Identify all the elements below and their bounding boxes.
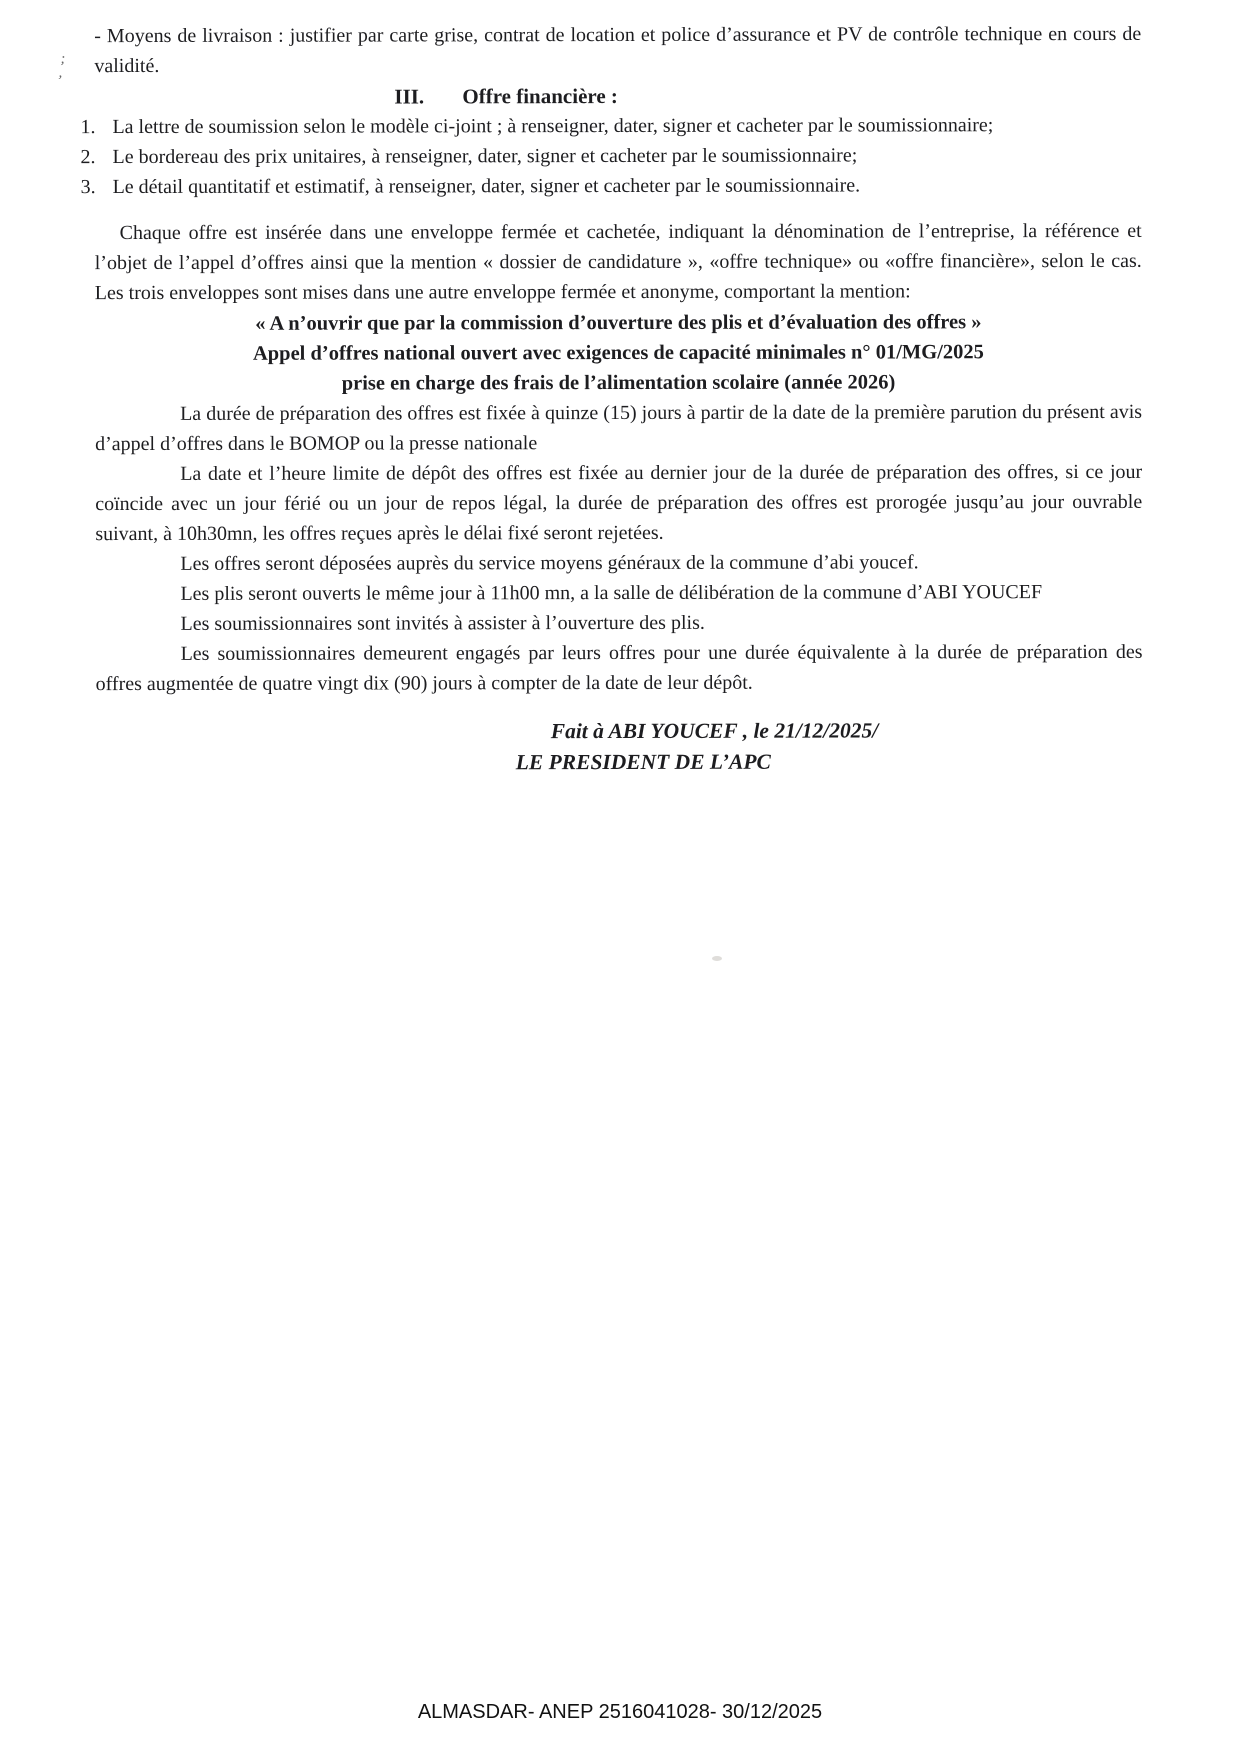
section-title: Offre financière : [462,84,618,109]
list-item-text: Le détail quantitatif et estimatif, à renseigner, dater, signer et cacheter par le soumissionnaire. [112,174,861,199]
list-item-text: La lettre de soumission selon le modèle ci-joint ; à renseigner, dater, signer et cacheter par le soumissionnaire; [112,114,994,139]
deposit-location-paragraph: Les offres seront déposées auprès du service moyens généraux de la commune d’abi youcef. [180,551,919,575]
validity-paragraph: Les soumissionnaires demeurent engagés par leurs offres pour une durée équivalente à la durée de préparation des offres augmentée de quatre vingt dix (90) jours à compter de la date de leur dépôt. [95,640,1143,696]
preparation-duration-paragraph: La durée de préparation des offres est fixée à quinze (15) jours à partir de la date de la première parution du présent avis d’appel d’offres dans le BOMOP ou la presse nationale [95,400,1143,456]
signature-title: LE PRESIDENT DE L’APC [515,749,771,775]
list-item-number: 1. [80,116,96,139]
deadline-paragraph: La date et l’heure limite de dépôt des offres est fixée au dernier jour de la durée de préparation des offres, si ce jour coïncide avec un jour férié ou un jour de repos légal, la durée de préparation des offres est prorogée jusqu’au jour ouvrable suivant, à 10h30mn, les offres reçues après le délai fixé seront rejetées. [95,460,1143,546]
tender-notice-document [0,0,1240,779]
mention-line: Appel d’offres national ouvert avec exigences de capacité minimales n° 01/MG/2025 [252,341,984,365]
list-item-number: 3. [80,176,96,199]
scan-artifact [712,956,722,961]
list-item-number: 2. [80,146,96,169]
list-item [80,140,1141,172]
list-item [80,110,1141,142]
envelope-instructions-paragraph: Chaque offre est insérée dans une enveloppe fermée et cachetée, indiquant la dénomination de l’entreprise, la référence et l’objet de l’appel d’offres ainsi que la mention « dossier de candidature », «offre technique» ou «offre financière», selon le cas. Les trois enveloppes sont mises dans une autre enveloppe fermée et anonyme, comportant la mention: [94,219,1142,305]
delivery-means-line: - Moyens de livraison : justifier par carte grise, contrat de location et police d’assurance et PV de contrôle technique en cours de validité. [94,22,1142,78]
invitation-paragraph: Les soumissionnaires sont invités à assister à l’ouverture des plis. [180,611,705,635]
mention-line: prise en charge des frais de l’alimentation scolaire (année 2026) [341,371,896,395]
scan-artifact: ; , [57,50,67,82]
signature-place-date: Fait à ABI YOUCEF , le 21/12/2025/ [550,718,879,744]
list-item [81,170,1142,202]
signature-block [516,715,879,778]
list-item-text: Le bordereau des prix unitaires, à renseigner, dater, signer et cacheter par le soumissionnaire; [112,144,858,169]
section-heading-financial-offer [394,80,1141,112]
envelope-mention-block [95,307,1142,399]
mention-line: « A n’ouvrir que par la commission d’ouverture des plis et d’évaluation des offres » [255,311,982,335]
section-numeral: III. [394,84,425,109]
opening-paragraph: Les plis seront ouverts le même jour à 11h00 mn, a la salle de délibération de la commune d’ABI YOUCEF [180,581,1043,605]
financial-offer-list [80,110,1141,202]
publication-footer: ALMASDAR- ANEP 2516041028- 30/12/2025 [417,1701,823,1723]
